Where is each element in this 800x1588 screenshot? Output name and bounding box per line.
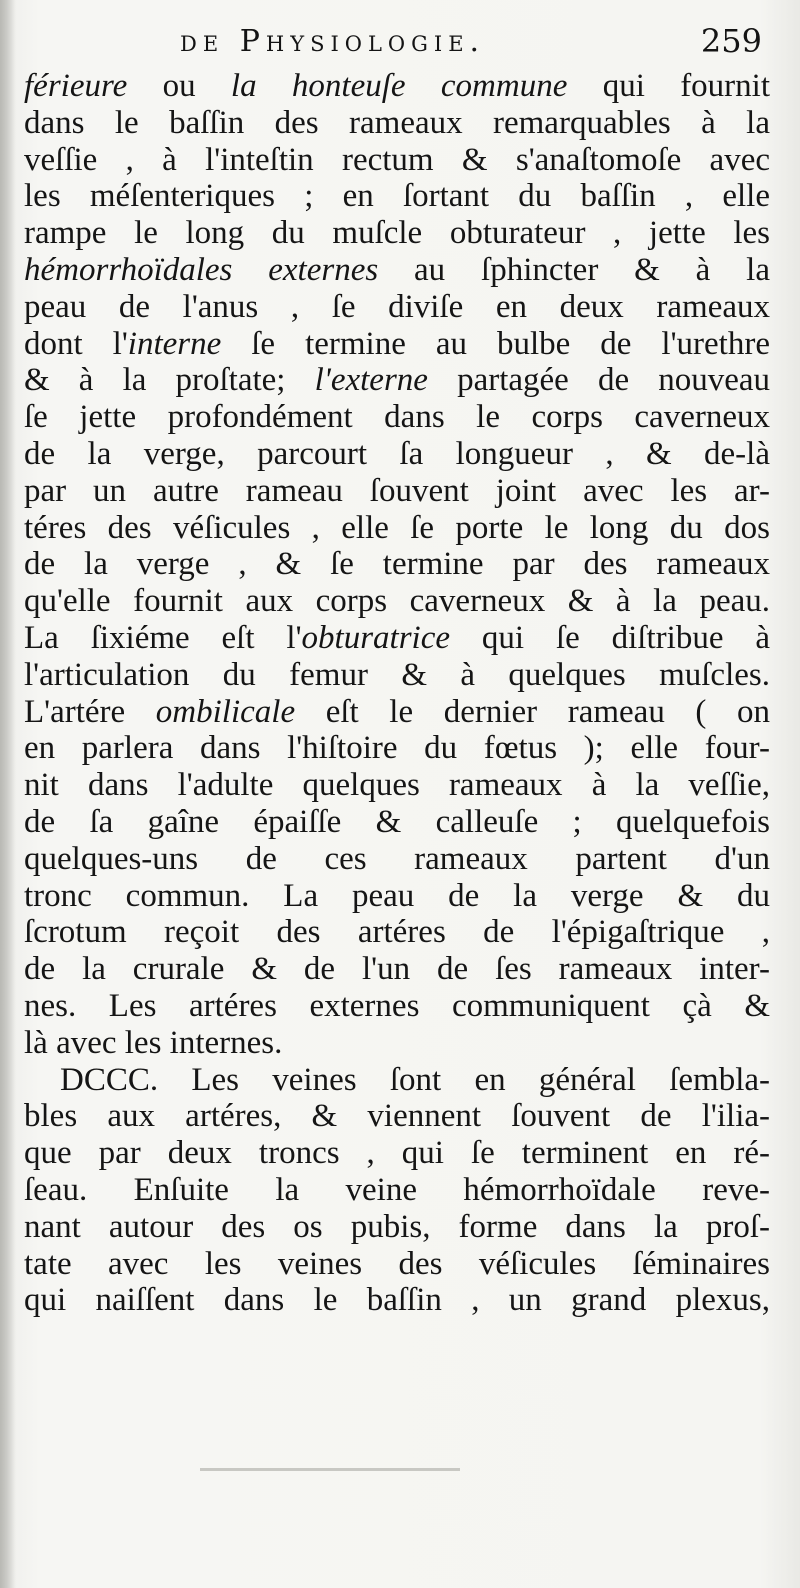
text-line: quelques-uns de ces rameaux partent d'un (24, 840, 770, 877)
text-line: en parlera dans l'hiſtoire du fœtus ); elle four- (24, 730, 770, 767)
paragraph-dccc (24, 1062, 770, 1320)
italic-term: interne (127, 325, 222, 362)
text-line (24, 620, 770, 657)
text-line (24, 326, 770, 363)
gutter-shadow (0, 0, 16, 1588)
text-line: de ſa gaîne épaiſſe & calleuſe ; quelquefois (24, 803, 770, 840)
italic-term: obturatrice (301, 619, 451, 656)
italic-term: la honteuſe commune (230, 68, 568, 104)
text-line: de la verge , & ſe termine par des rameaux (24, 546, 770, 583)
text-line: peau de l'anus , ſe diviſe en deux rameaux (24, 288, 770, 325)
text-line: ſeau. Enſuite la veine hémorrhoïdale reve- (24, 1171, 770, 1208)
text-line: qui naiſſent dans le baſſin , un grand plexus, (24, 1282, 770, 1319)
show-through-smudge (200, 1468, 460, 1471)
text-line: DCCC. Les veines ſont en général ſembla- (60, 1061, 770, 1098)
text-line (24, 362, 770, 399)
text-run: & à la proſtate; (24, 362, 315, 399)
italic-term: férieure (24, 68, 128, 104)
italic-term: ombilicale (155, 693, 296, 730)
text-line: bles aux artéres, & viennent ſouvent de l'ilia- (24, 1098, 770, 1135)
text-run: ſe termine au bulbe de l'urethre (221, 325, 770, 362)
text-line (24, 68, 770, 105)
text-run: dont l' (24, 325, 128, 362)
text-line: téres des véſicules , elle ſe porte le long du dos (24, 509, 770, 546)
text-run: eſt le dernier rameau ( on (295, 693, 770, 730)
paragraph-continued (24, 68, 770, 1062)
text-line: ſcrotum reçoit des artéres de l'épigaſtrique , (24, 914, 770, 951)
text-line: nant autour des os pubis, forme dans la proſ- (24, 1208, 770, 1245)
text-line: dans le baſſin des rameaux remarquables à la (24, 104, 770, 141)
text-run: ou (127, 68, 231, 104)
text-line: nes. Les artéres externes communiquent çà & (24, 987, 770, 1024)
text-line: de la crurale & de l'un de ſes rameaux inter- (24, 951, 770, 988)
text-run: L'artére (24, 693, 156, 730)
text-line: rampe le long du muſcle obturateur , jette les (24, 215, 770, 252)
text-run: qui fournit (567, 68, 771, 104)
page-number: 259 (700, 22, 762, 60)
italic-term: l'externe (314, 362, 428, 399)
page-header (24, 22, 770, 72)
text-line: tronc commun. La peau de la verge & du (24, 877, 770, 914)
text-line: les méſenteriques ; en ſortant du baſſin , elle (24, 178, 770, 215)
text-run: La ſixiéme eſt l' (24, 619, 302, 656)
text-line (24, 694, 770, 731)
text-line: tate avec les veines des véſicules ſéminaires (24, 1245, 770, 1282)
text-line: par un autre rameau ſouvent joint avec les ar- (24, 472, 770, 509)
text-line: veſſie , à l'inteſtin rectum & s'anaſtomoſe avec (24, 141, 770, 178)
text-line: nit dans l'adulte quelques rameaux à la veſſie, (24, 767, 770, 804)
text-line: que par deux troncs , qui ſe terminent en ré- (24, 1135, 770, 1172)
running-title: de Physiologie. (180, 24, 486, 59)
text-line (24, 252, 770, 289)
italic-term: hémorrhoïdales externes (24, 251, 379, 288)
body-text (24, 68, 770, 1319)
text-run: qui ſe diſtribue à (450, 619, 770, 656)
text-line: de la verge, parcourt ſa longueur , & de-là (24, 435, 770, 472)
text-line: ſe jette profondément dans le corps caverneux (24, 399, 770, 436)
text-run: au ſphincter & à la (378, 251, 770, 288)
text-line: l'articulation du femur & à quelques muſcles. (24, 656, 770, 693)
text-line: là avec les internes. (24, 1024, 283, 1061)
text-line: qu'elle fournit aux corps caverneux & à la peau. (24, 583, 770, 620)
text-run: partagée de nouveau (427, 362, 771, 399)
